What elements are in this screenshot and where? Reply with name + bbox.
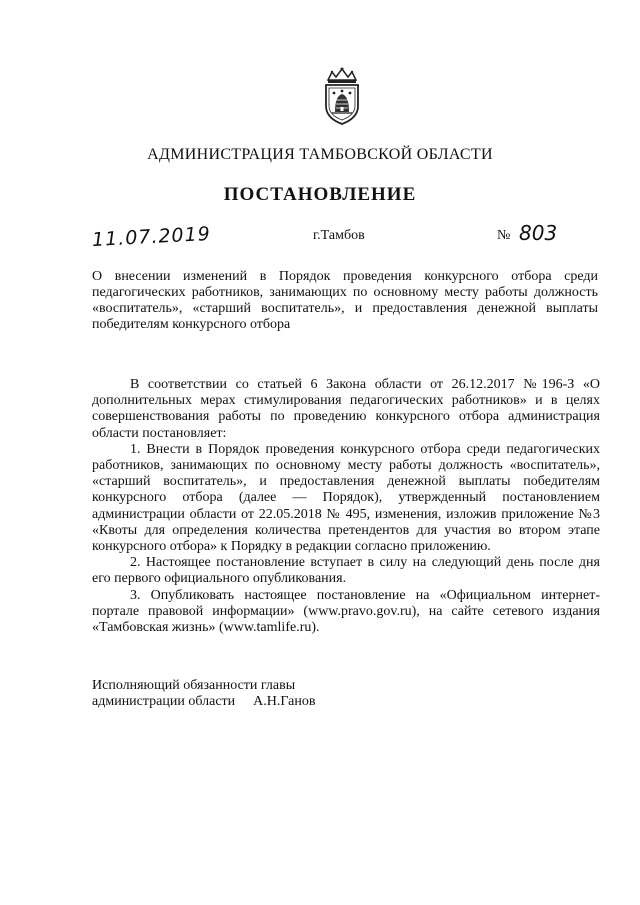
signatory-position-line2-row <box>92 694 315 710</box>
organization-title: АДМИНИСТРАЦИЯ ТАМБОВСКОЙ ОБЛАСТИ <box>147 146 493 163</box>
signature-block <box>92 678 315 710</box>
signatory-position-line1: Исполняющий обязанности главы <box>92 678 296 693</box>
document-city: г.Тамбов <box>313 228 365 243</box>
clause-2-paragraph: 2. Настоящее постановление вступает в силу на следующий день после дня его первого официального опубликования. <box>92 555 600 587</box>
clause-1-paragraph: 1. Внести в Порядок проведения конкурсного отбора среди педагогических работников, занимающих по основному месту работы должность «воспитатель», «старший воспитатель», и предоставления денежной выплаты победителям конкурсного отбора (далее — Порядок), утвержденный постановлением администрации области от 22.05.2018 № 495, изменения, изложив приложение №3 «Квоты для определения количества претендентов для участия во втором этапе конкурсного отбора» к Порядку в редакции согласно приложению. <box>92 441 600 555</box>
document-number: 803 <box>519 221 558 245</box>
signatory-name: А.Н.Ганов <box>253 694 316 709</box>
clause-3-paragraph: 3. Опубликовать настоящее постановление на «Официальном интернет-портале правовой информации» (www.pravo.gov.ru), на сайте сетевого издания «Тамбовская жизнь» (www.tamlife.ru). <box>92 587 600 636</box>
document-date: 11.07.2019 <box>91 222 212 252</box>
preamble-paragraph: В соответствии со статьей 6 Закона области от 26.12.2017 №196-З «О дополнительных мерах стимулирования педагогических работников» и в целях совершенствования работы по проведению конкурсного отбора администрация области постановляет: <box>92 377 600 441</box>
document-type-title: ПОСТАНОВЛЕНИЕ <box>223 184 417 205</box>
tambov-coat-of-arms-icon <box>318 66 366 126</box>
document-body <box>92 377 600 636</box>
document-number-label: № <box>497 228 511 243</box>
signatory-position-line2: администрации области <box>92 694 236 709</box>
document-subject: О внесении изменений в Порядок проведения конкурсного отбора среди педагогических работников, занимающих по основному месту работы должность «воспитатель», «старший воспитатель», и предоставления денежной выплаты победителям конкурсного отбора <box>92 269 598 332</box>
